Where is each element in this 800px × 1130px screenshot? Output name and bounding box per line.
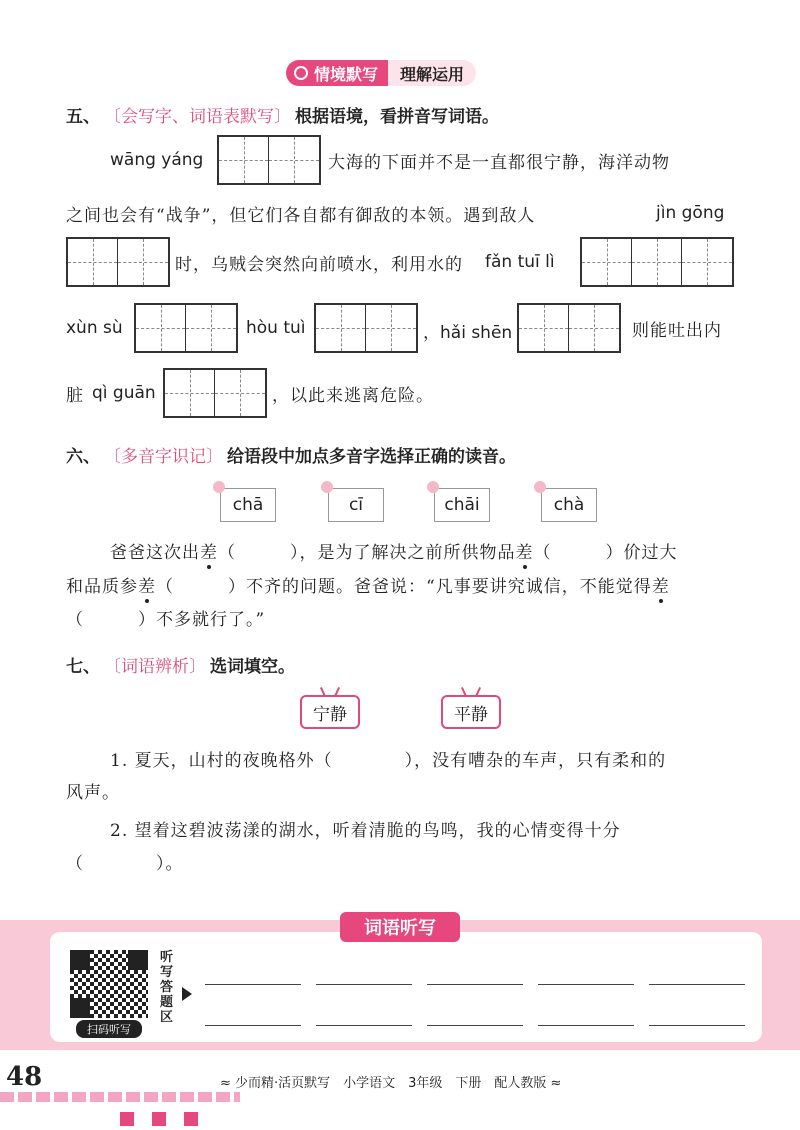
section-7-header xyxy=(66,652,295,677)
section-5-instruction: 根据语境，看拼音写词语。 xyxy=(295,107,499,127)
qr-code-icon[interactable] xyxy=(70,950,148,1018)
section-5-tag: 〔会写字、词语表默写〕 xyxy=(104,107,291,127)
decor-square xyxy=(120,1112,134,1126)
write-line[interactable] xyxy=(538,984,634,985)
option-chai: chāi xyxy=(434,488,490,522)
answer-area-label: 听写答题区 xyxy=(160,950,174,1025)
answer-grid-6[interactable] xyxy=(517,303,621,353)
section-5-number: 五、 xyxy=(66,107,100,127)
answer-grid-3[interactable] xyxy=(580,237,734,287)
pinyin-xun-su: xùn sù xyxy=(66,318,123,338)
passage-line-2: 之间也会有“战争”，但它们各自都有御敌的本领。遇到敌人 xyxy=(66,206,536,226)
passage-line-5a: 脏 xyxy=(66,386,84,406)
section-6-header xyxy=(66,442,516,467)
page-number: 48 xyxy=(6,1062,43,1092)
write-line[interactable] xyxy=(649,984,745,985)
banner-left-label: 情境默写 xyxy=(314,64,379,84)
write-line[interactable] xyxy=(316,1025,412,1026)
word-option-pingjing: 平静 xyxy=(441,695,501,729)
question-2-line-1: 2. 望着这碧波荡漾的湖水，听着清脆的鸟鸣，我的心情变得十分 xyxy=(110,821,621,841)
scan-label: 扫码听写 xyxy=(76,1020,142,1038)
answer-grid-7[interactable] xyxy=(163,368,267,418)
banner-left xyxy=(286,60,388,86)
write-line[interactable] xyxy=(205,984,301,985)
write-line[interactable] xyxy=(316,984,412,985)
word-option-ningjing: 宁静 xyxy=(300,695,360,729)
book-series: ≈ 少而精·活页默写 小学语文 3年级 下册 配人教版 ≈ xyxy=(220,1076,562,1091)
answer-grid-5[interactable] xyxy=(314,303,418,353)
option-cha4: chà xyxy=(541,488,597,522)
write-line[interactable] xyxy=(538,1025,634,1026)
answer-grid-1[interactable] xyxy=(217,135,321,185)
pinyin-qi-guan: qì guān xyxy=(92,383,156,403)
pinyin-fan-tui-li: fǎn tuī lì xyxy=(485,252,555,272)
write-line[interactable] xyxy=(427,984,523,985)
section-5-header xyxy=(66,102,499,127)
section-banner xyxy=(286,60,476,86)
section-6-number: 六、 xyxy=(66,447,100,467)
decor-square xyxy=(152,1112,166,1126)
question-2-line-2: （ ）。 xyxy=(66,854,184,874)
passage-line-1: 大海的下面并不是一直都很宁静，海洋动物 xyxy=(328,153,670,173)
page-wave-decoration xyxy=(0,1092,240,1102)
passage-6-line-3: （ ）不多就行了。” xyxy=(66,610,266,630)
arrow-right-icon xyxy=(182,987,192,1001)
passage-line-3: 时，乌贼会突然向前喷水，利用水的 xyxy=(175,255,463,275)
pinyin-hai-shen: ，hǎi shēn xyxy=(423,323,513,343)
section-6-instruction: 给语段中加点多音字选择正确的读音。 xyxy=(227,447,516,467)
passage-line-5b: ，以此来逃离危险。 xyxy=(272,386,434,406)
question-1-line-1: 1. 夏天，山村的夜晚格外（ ），没有嘈杂的车声，只有柔和的 xyxy=(110,751,667,771)
write-line[interactable] xyxy=(427,1025,523,1026)
dictation-title: 词语听写 xyxy=(340,912,460,942)
medal-icon xyxy=(294,66,308,80)
write-line[interactable] xyxy=(205,1025,301,1026)
option-ci: cī xyxy=(328,488,384,522)
answer-grid-2[interactable] xyxy=(66,237,170,287)
section-7-instruction: 选词填空。 xyxy=(210,657,295,677)
pinyin-jin-gong: jìn gōng xyxy=(656,203,725,223)
passage-line-4: 则能吐出内 xyxy=(632,321,722,341)
section-7-tag: 〔词语辨析〕 xyxy=(104,657,206,677)
pinyin-hou-tui: hòu tuì xyxy=(246,318,306,338)
decor-square xyxy=(184,1112,198,1126)
pinyin-wang-yang: wāng yáng xyxy=(110,150,204,170)
section-6-tag: 〔多音字识记〕 xyxy=(104,447,223,467)
write-line[interactable] xyxy=(649,1025,745,1026)
section-7-number: 七、 xyxy=(66,657,100,677)
question-1-line-2: 风声。 xyxy=(66,783,120,803)
option-cha1: chā xyxy=(220,488,276,522)
passage-6-line-1: 爸爸这次出差（ ），是为了解决之前所供物品差（ ）价过大 xyxy=(110,543,678,563)
passage-6-line-2: 和品质参差（ ）不齐的问题。爸爸说：“凡事要讲究诚信，不能觉得差 xyxy=(66,577,670,597)
answer-grid-4[interactable] xyxy=(134,303,238,353)
banner-right: 理解运用 xyxy=(388,60,476,86)
